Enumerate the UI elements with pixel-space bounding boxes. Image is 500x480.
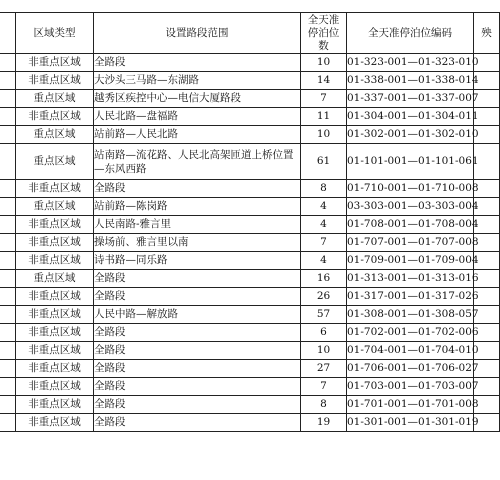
- area-type-cell: 重点区域: [16, 198, 94, 216]
- row-blank-cell: [0, 126, 16, 144]
- area-type-cell: 非重点区域: [16, 396, 94, 414]
- code-cell: 01-317-001—01-317-026: [347, 288, 474, 306]
- code-cell: 01-313-001—01-313-016: [347, 270, 474, 288]
- table-row: [0, 360, 500, 378]
- count-cell: 10: [301, 54, 347, 72]
- count-cell: 4: [301, 198, 347, 216]
- area-type-cell: 非重点区域: [16, 342, 94, 360]
- count-cell: 57: [301, 306, 347, 324]
- range-cell: 全路段: [94, 180, 301, 198]
- count-cell: 7: [301, 90, 347, 108]
- count-cell: 14: [301, 72, 347, 90]
- code-cell: 03-303-001—03-303-004: [347, 198, 474, 216]
- table-row: [0, 216, 500, 234]
- area-type-cell: 非重点区域: [16, 378, 94, 396]
- code-cell: 01-337-001—01-337-007: [347, 90, 474, 108]
- range-cell: 操场前、雅言里以南: [94, 234, 301, 252]
- code-cell: 01-101-001—01-101-061: [347, 144, 474, 180]
- code-cell: 01-304-001—01-304-011: [347, 108, 474, 126]
- area-type-cell: 非重点区域: [16, 288, 94, 306]
- area-type-cell: 重点区域: [16, 90, 94, 108]
- range-cell: 全路段: [94, 360, 301, 378]
- code-cell: 01-301-001—01-301-019: [347, 414, 474, 432]
- code-cell: 01-707-001—01-707-008: [347, 234, 474, 252]
- table-header-row: [0, 13, 500, 54]
- area-type-cell: 重点区域: [16, 270, 94, 288]
- code-cell: 01-703-001—01-703-007: [347, 378, 474, 396]
- row-blank-cell: [0, 378, 16, 396]
- area-type-cell: 重点区域: [16, 126, 94, 144]
- range-cell: 越秀区疾控中心—电信大厦路段: [94, 90, 301, 108]
- range-cell: 大沙头三马路—东湖路: [94, 72, 301, 90]
- count-cell: 6: [301, 324, 347, 342]
- row-blank-cell: [0, 90, 16, 108]
- table-row: [0, 180, 500, 198]
- table-row: [0, 144, 500, 180]
- row-blank-cell: [0, 324, 16, 342]
- code-cell: 01-702-001—01-702-006: [347, 324, 474, 342]
- header-count: 全天准停泊位数: [301, 13, 347, 54]
- count-cell: 16: [301, 270, 347, 288]
- range-cell: 全路段: [94, 414, 301, 432]
- range-cell: 全路段: [94, 378, 301, 396]
- range-cell: 站南路—流花路、人民北高架匝道上桥位置—东风西路: [94, 144, 301, 180]
- range-cell: 诗书路—同乐路: [94, 252, 301, 270]
- area-type-cell: 非重点区域: [16, 306, 94, 324]
- row-blank-cell: [0, 252, 16, 270]
- code-cell: 01-323-001—01-323-010: [347, 54, 474, 72]
- row-blank-cell: [0, 216, 16, 234]
- row-blank-cell: [0, 360, 16, 378]
- row-blank-cell: [0, 234, 16, 252]
- range-cell: 全路段: [94, 324, 301, 342]
- table-row: [0, 90, 500, 108]
- area-type-cell: 非重点区域: [16, 414, 94, 432]
- table-row: [0, 252, 500, 270]
- area-type-cell: 非重点区域: [16, 252, 94, 270]
- range-cell: 全路段: [94, 396, 301, 414]
- count-cell: 8: [301, 396, 347, 414]
- count-cell: 10: [301, 342, 347, 360]
- count-cell: 4: [301, 216, 347, 234]
- row-blank-cell: [0, 72, 16, 90]
- row-blank-cell: [0, 54, 16, 72]
- table-row: [0, 414, 500, 432]
- area-type-cell: 非重点区域: [16, 324, 94, 342]
- row-blank-cell: [0, 180, 16, 198]
- code-cell: 01-706-001—01-706-027: [347, 360, 474, 378]
- count-cell: 26: [301, 288, 347, 306]
- table-row: [0, 306, 500, 324]
- range-cell: 全路段: [94, 54, 301, 72]
- count-cell: 7: [301, 378, 347, 396]
- table-row: [0, 108, 500, 126]
- code-cell: 01-704-001—01-704-010: [347, 342, 474, 360]
- table-row: [0, 72, 500, 90]
- range-cell: 人民中路—解放路: [94, 306, 301, 324]
- area-type-cell: 非重点区域: [16, 234, 94, 252]
- table-row: [0, 378, 500, 396]
- count-cell: 61: [301, 144, 347, 180]
- range-cell: 全路段: [94, 342, 301, 360]
- range-cell: 人民北路—盘福路: [94, 108, 301, 126]
- row-blank-cell: [0, 288, 16, 306]
- row-blank-cell: [0, 270, 16, 288]
- table-row: [0, 54, 500, 72]
- code-cell: 01-308-001—01-308-057: [347, 306, 474, 324]
- range-cell: 站前路—人民北路: [94, 126, 301, 144]
- area-type-cell: 非重点区域: [16, 360, 94, 378]
- table-row: [0, 234, 500, 252]
- parking-table: [0, 12, 500, 432]
- header-code: 全天准停泊位编码: [347, 13, 474, 54]
- code-cell: 01-302-001—01-302-010: [347, 126, 474, 144]
- row-blank-cell: [0, 108, 16, 126]
- row-blank-cell: [0, 198, 16, 216]
- area-type-cell: 非重点区域: [16, 216, 94, 234]
- code-cell: 01-701-001—01-701-008: [347, 396, 474, 414]
- area-type-cell: 非重点区域: [16, 72, 94, 90]
- count-cell: 19: [301, 414, 347, 432]
- header-range: 设置路段范围: [94, 13, 301, 54]
- count-cell: 7: [301, 234, 347, 252]
- code-cell: 01-708-001—01-708-004: [347, 216, 474, 234]
- table-row: [0, 288, 500, 306]
- row-blank-cell: [0, 342, 16, 360]
- count-cell: 10: [301, 126, 347, 144]
- area-type-cell: 非重点区域: [16, 108, 94, 126]
- code-cell: 01-709-001—01-709-004: [347, 252, 474, 270]
- row-blank-cell: [0, 306, 16, 324]
- row-blank-cell: [0, 144, 16, 180]
- code-cell: 01-710-001—01-710-008: [347, 180, 474, 198]
- count-cell: 11: [301, 108, 347, 126]
- area-type-cell: 非重点区域: [16, 180, 94, 198]
- row-blank-cell: [0, 414, 16, 432]
- range-cell: 全路段: [94, 288, 301, 306]
- range-cell: 全路段: [94, 270, 301, 288]
- header-area-type: 区域类型: [16, 13, 94, 54]
- row-blank-cell: [0, 396, 16, 414]
- range-cell: 站前路—陈岗路: [94, 198, 301, 216]
- header-extra: 殃: [474, 13, 500, 54]
- area-type-cell: 重点区域: [16, 144, 94, 180]
- table-row: [0, 126, 500, 144]
- table-row: [0, 342, 500, 360]
- header-blank: [0, 13, 16, 54]
- table-row: [0, 396, 500, 414]
- count-cell: 27: [301, 360, 347, 378]
- table-row: [0, 270, 500, 288]
- range-cell: 人民南路-雅言里: [94, 216, 301, 234]
- code-cell: 01-338-001—01-338-014: [347, 72, 474, 90]
- count-cell: 8: [301, 180, 347, 198]
- table-row: [0, 324, 500, 342]
- table-row: [0, 198, 500, 216]
- count-cell: 4: [301, 252, 347, 270]
- area-type-cell: 非重点区域: [16, 54, 94, 72]
